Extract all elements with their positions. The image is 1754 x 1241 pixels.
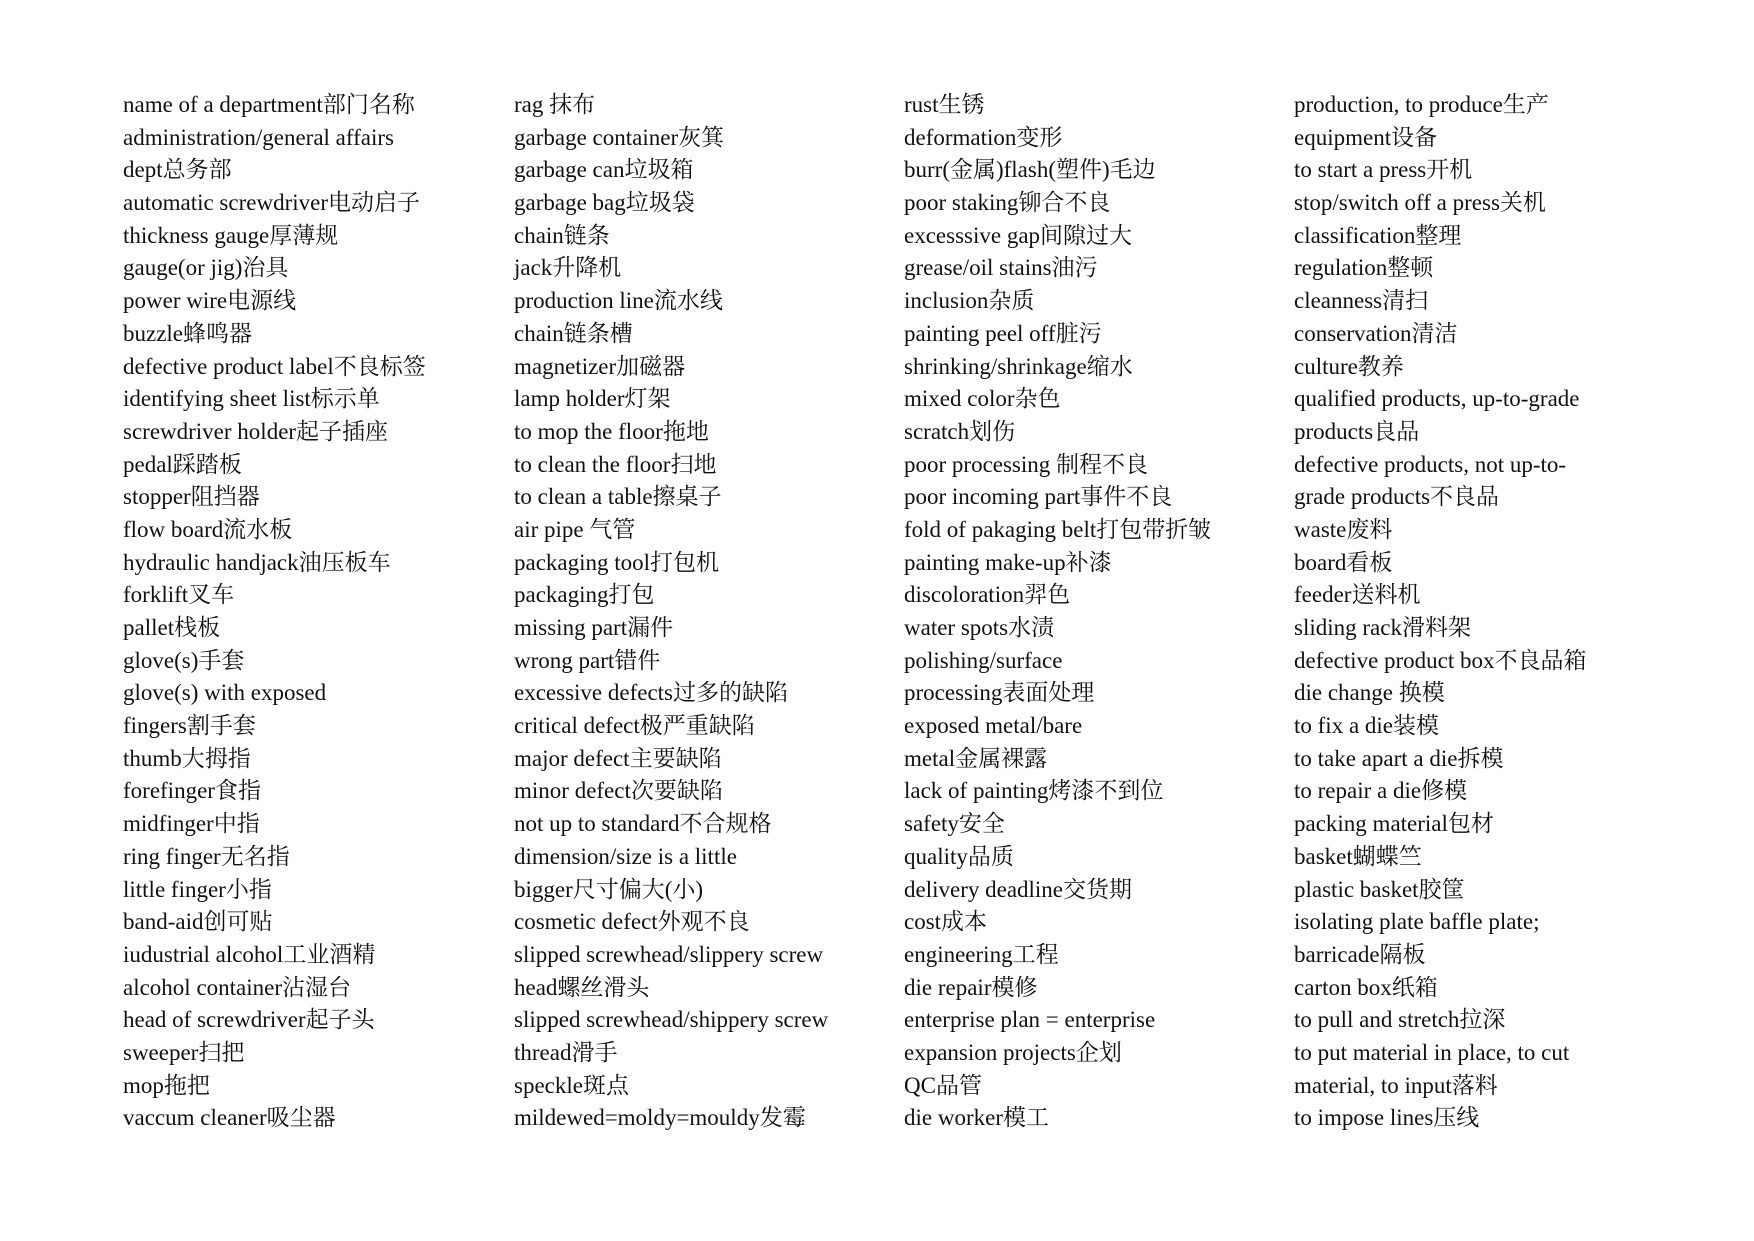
vocabulary-entry-line: packaging打包 — [514, 582, 655, 608]
vocabulary-entry-line: chain链条 — [514, 222, 610, 248]
vocabulary-entry-line: dimension/size is a little — [514, 843, 737, 869]
vocabulary-entry-line: wrong part错件 — [514, 647, 661, 673]
vocabulary-entry-line: cosmetic defect外观不良 — [514, 909, 750, 935]
vocabulary-entry-line: to clean the floor扫地 — [514, 451, 717, 477]
vocabulary-entry-line: die change 换模 — [1294, 680, 1445, 706]
vocabulary-entry-line: flow board流水板 — [123, 516, 293, 542]
vocabulary-entry-line: air pipe 气管 — [514, 516, 636, 542]
vocabulary-entry-line: mop拖把 — [123, 1072, 210, 1098]
vocabulary-entry-line: barricade隔板 — [1294, 941, 1426, 967]
vocabulary-entry-line: thread滑手 — [514, 1039, 618, 1065]
vocabulary-entry-line: head of screwdriver起子头 — [123, 1007, 375, 1033]
vocabulary-entry-line: speckle斑点 — [514, 1072, 629, 1098]
vocabulary-entry-line: glove(s)手套 — [123, 647, 245, 673]
vocabulary-entry-line: painting peel off脏污 — [904, 320, 1102, 346]
vocabulary-entry-line: to repair a die修模 — [1294, 778, 1468, 804]
vocabulary-entry-line: head螺丝滑头 — [514, 974, 650, 1000]
vocabulary-entry-line: fingers割手套 — [123, 713, 256, 739]
vocabulary-entry-line: defective product box不良品箱 — [1294, 647, 1587, 673]
vocabulary-entry-line: to impose lines压线 — [1294, 1105, 1480, 1131]
vocabulary-entry-line: burr(金属)flash(塑件)毛边 — [904, 157, 1156, 183]
vocabulary-entry-line: basket蝴蝶竺 — [1294, 843, 1422, 869]
vocabulary-entry-line: lamp holder灯架 — [514, 386, 671, 412]
vocabulary-entry-line: major defect主要缺陷 — [514, 745, 722, 771]
vocabulary-entry-line: thumb大拇指 — [123, 745, 251, 771]
vocabulary-entry-line: hydraulic handjack油压板车 — [123, 549, 391, 575]
vocabulary-entry-line: shrinking/shrinkage缩水 — [904, 353, 1133, 379]
vocabulary-entry-line: die worker模工 — [904, 1105, 1049, 1131]
vocabulary-entry-line: packing material包材 — [1294, 811, 1494, 837]
vocabulary-entry-line: missing part漏件 — [514, 615, 674, 640]
vocabulary-entry-line: conservation清洁 — [1294, 320, 1458, 346]
vocabulary-entry-line: gauge(or jig)治具 — [123, 255, 289, 281]
vocabulary-entry-line: defective product label不良标签 — [123, 353, 426, 379]
vocabulary-entry-line: discoloration羿色 — [904, 582, 1071, 608]
vocabulary-entry-line: identifying sheet list标示单 — [123, 386, 380, 412]
vocabulary-entry-line: production, to produce生产 — [1294, 92, 1549, 117]
vocabulary-column-4 — [1294, 89, 1674, 1135]
vocabulary-entry-line: to clean a table擦桌子 — [514, 484, 722, 510]
vocabulary-entry-line: pedal踩踏板 — [123, 451, 242, 477]
vocabulary-entry-line: pallet栈板 — [123, 615, 221, 640]
vocabulary-entry-line: die repair模修 — [904, 974, 1038, 1000]
vocabulary-entry-line: not up to standard不合规格 — [514, 811, 772, 837]
vocabulary-column-3 — [904, 89, 1284, 1135]
vocabulary-entry-line: exposed metal/bare — [904, 713, 1083, 739]
vocabulary-entry-line: jack升降机 — [514, 255, 622, 281]
vocabulary-entry-line: polishing/surface — [904, 647, 1063, 673]
vocabulary-entry-line: mixed color杂色 — [904, 386, 1061, 412]
vocabulary-entry-line: expansion projects企划 — [904, 1039, 1122, 1065]
vocabulary-entry-line: critical defect极严重缺陷 — [514, 713, 755, 739]
vocabulary-entry-line: bigger尺寸偏大(小) — [514, 876, 704, 902]
vocabulary-entry-line: sliding rack滑料架 — [1294, 615, 1471, 640]
vocabulary-entry-line: stop/switch off a press关机 — [1294, 190, 1546, 216]
vocabulary-entry-line: fold of pakaging belt打包带折皱 — [904, 516, 1212, 542]
vocabulary-entry-line: to put material in place, to cut — [1294, 1039, 1570, 1065]
vocabulary-entry-line: garbage container灰箕 — [514, 124, 725, 150]
vocabulary-entry-line: mildewed=moldy=mouldy发霉 — [514, 1105, 806, 1131]
vocabulary-entry-line: qualified products, up-to-grade — [1294, 386, 1580, 412]
vocabulary-entry-line: cleanness清扫 — [1294, 288, 1429, 314]
vocabulary-entry-line: to pull and stretch拉深 — [1294, 1007, 1506, 1033]
vocabulary-entry-line: chain链条槽 — [514, 320, 633, 346]
vocabulary-entry-line: feeder送料机 — [1294, 582, 1421, 608]
vocabulary-entry-line: screwdriver holder起子插座 — [123, 418, 389, 444]
vocabulary-entry-line: midfinger中指 — [123, 811, 260, 837]
vocabulary-entry-line: engineering工程 — [904, 941, 1059, 967]
vocabulary-entry-line: products良品 — [1294, 418, 1420, 444]
vocabulary-entry-line: stopper阻挡器 — [123, 484, 260, 510]
vocabulary-entry-line: garbage can垃圾箱 — [514, 157, 694, 183]
vocabulary-entry-line: equipment设备 — [1294, 124, 1438, 150]
vocabulary-entry-line: regulation整顿 — [1294, 255, 1434, 281]
vocabulary-entry-line: to mop the floor拖地 — [514, 418, 709, 444]
vocabulary-entry-line: cost成本 — [904, 909, 988, 935]
vocabulary-entry-line: little finger小指 — [123, 876, 272, 902]
vocabulary-entry-line: buzzle蜂鸣器 — [123, 320, 253, 346]
vocabulary-entry-line: quality品质 — [904, 843, 1014, 869]
vocabulary-entry-line: rust生锈 — [904, 92, 985, 117]
vocabulary-entry-line: production line流水线 — [514, 288, 723, 314]
vocabulary-entry-line: plastic basket胶筐 — [1294, 876, 1465, 902]
vocabulary-entry-line: iudustrial alcohol工业酒精 — [123, 941, 376, 967]
vocabulary-entry-line: processing表面处理 — [904, 680, 1095, 706]
vocabulary-entry-line: classification整理 — [1294, 222, 1462, 248]
vocabulary-entry-line: glove(s) with exposed — [123, 680, 327, 706]
vocabulary-entry-line: dept总务部 — [123, 157, 232, 183]
vocabulary-entry-line: grease/oil stains油污 — [904, 255, 1098, 281]
vocabulary-entry-line: poor processing 制程不良 — [904, 451, 1149, 477]
vocabulary-entry-line: carton box纸箱 — [1294, 974, 1438, 1000]
vocabulary-entry-line: to fix a die装模 — [1294, 713, 1439, 739]
vocabulary-entry-line: slipped screwhead/shippery screw — [514, 1007, 829, 1033]
vocabulary-column-1 — [123, 89, 503, 1135]
vocabulary-entry-line: forklift叉车 — [123, 582, 235, 608]
vocabulary-entry-line: delivery deadline交货期 — [904, 876, 1133, 902]
vocabulary-entry-line: automatic screwdriver电动启子 — [123, 190, 420, 216]
vocabulary-entry-line: band-aid创可贴 — [123, 909, 273, 935]
vocabulary-entry-line: to take apart a die拆模 — [1294, 745, 1504, 771]
vocabulary-entry-line: vaccum cleaner吸尘器 — [123, 1105, 336, 1131]
vocabulary-entry-line: minor defect次要缺陷 — [514, 778, 723, 804]
vocabulary-entry-line: slipped screwhead/slippery screw — [514, 941, 824, 967]
vocabulary-entry-line: safety安全 — [904, 811, 1005, 837]
vocabulary-entry-line: painting make-up补漆 — [904, 549, 1112, 575]
vocabulary-entry-line: waste废料 — [1294, 516, 1393, 542]
vocabulary-entry-line: QC品管 — [904, 1072, 982, 1098]
vocabulary-entry-line: excesssive gap间隙过大 — [904, 222, 1133, 248]
vocabulary-entry-line: magnetizer加磁器 — [514, 353, 686, 379]
vocabulary-entry-line: poor staking铆合不良 — [904, 190, 1111, 216]
vocabulary-entry-line: alcohol container沾湿台 — [123, 974, 352, 1000]
vocabulary-entry-line: power wire电源线 — [123, 288, 297, 314]
vocabulary-entry-line: lack of painting烤漆不到位 — [904, 778, 1164, 804]
vocabulary-entry-line: name of a department部门名称 — [123, 92, 415, 117]
vocabulary-entry-line: rag 抹布 — [514, 92, 596, 117]
vocabulary-entry-line: packaging tool打包机 — [514, 549, 720, 575]
vocabulary-entry-line: thickness gauge厚薄规 — [123, 222, 339, 248]
vocabulary-entry-line: administration/general affairs — [123, 124, 395, 150]
vocabulary-column-2 — [514, 89, 894, 1135]
vocabulary-entry-line: to start a press开机 — [1294, 157, 1473, 183]
vocabulary-entry-line: ring finger无名指 — [123, 843, 290, 869]
vocabulary-entry-line: material, to input落料 — [1294, 1072, 1498, 1098]
vocabulary-entry-line: forefinger食指 — [123, 778, 261, 804]
vocabulary-entry-line: scratch划伤 — [904, 418, 1016, 444]
vocabulary-entry-line: garbage bag垃圾袋 — [514, 190, 695, 216]
vocabulary-entry-line: sweeper扫把 — [123, 1039, 245, 1065]
vocabulary-entry-line: board看板 — [1294, 549, 1393, 575]
vocabulary-entry-line: enterprise plan = enterprise — [904, 1007, 1156, 1033]
vocabulary-entry-line: water spots水渍 — [904, 615, 1055, 640]
vocabulary-entry-line: defective products, not up-to- — [1294, 451, 1567, 477]
vocabulary-entry-line: poor incoming part事件不良 — [904, 484, 1173, 510]
vocabulary-entry-line: grade products不良品 — [1294, 484, 1500, 510]
vocabulary-entry-line: culture教养 — [1294, 353, 1404, 379]
vocabulary-entry-line: excessive defects过多的缺陷 — [514, 680, 789, 706]
vocabulary-entry-line: inclusion杂质 — [904, 288, 1035, 314]
vocabulary-entry-line: deformation变形 — [904, 124, 1063, 150]
vocabulary-entry-line: isolating plate baffle plate; — [1294, 909, 1540, 935]
vocabulary-entry-line: metal金属裸露 — [904, 745, 1048, 771]
